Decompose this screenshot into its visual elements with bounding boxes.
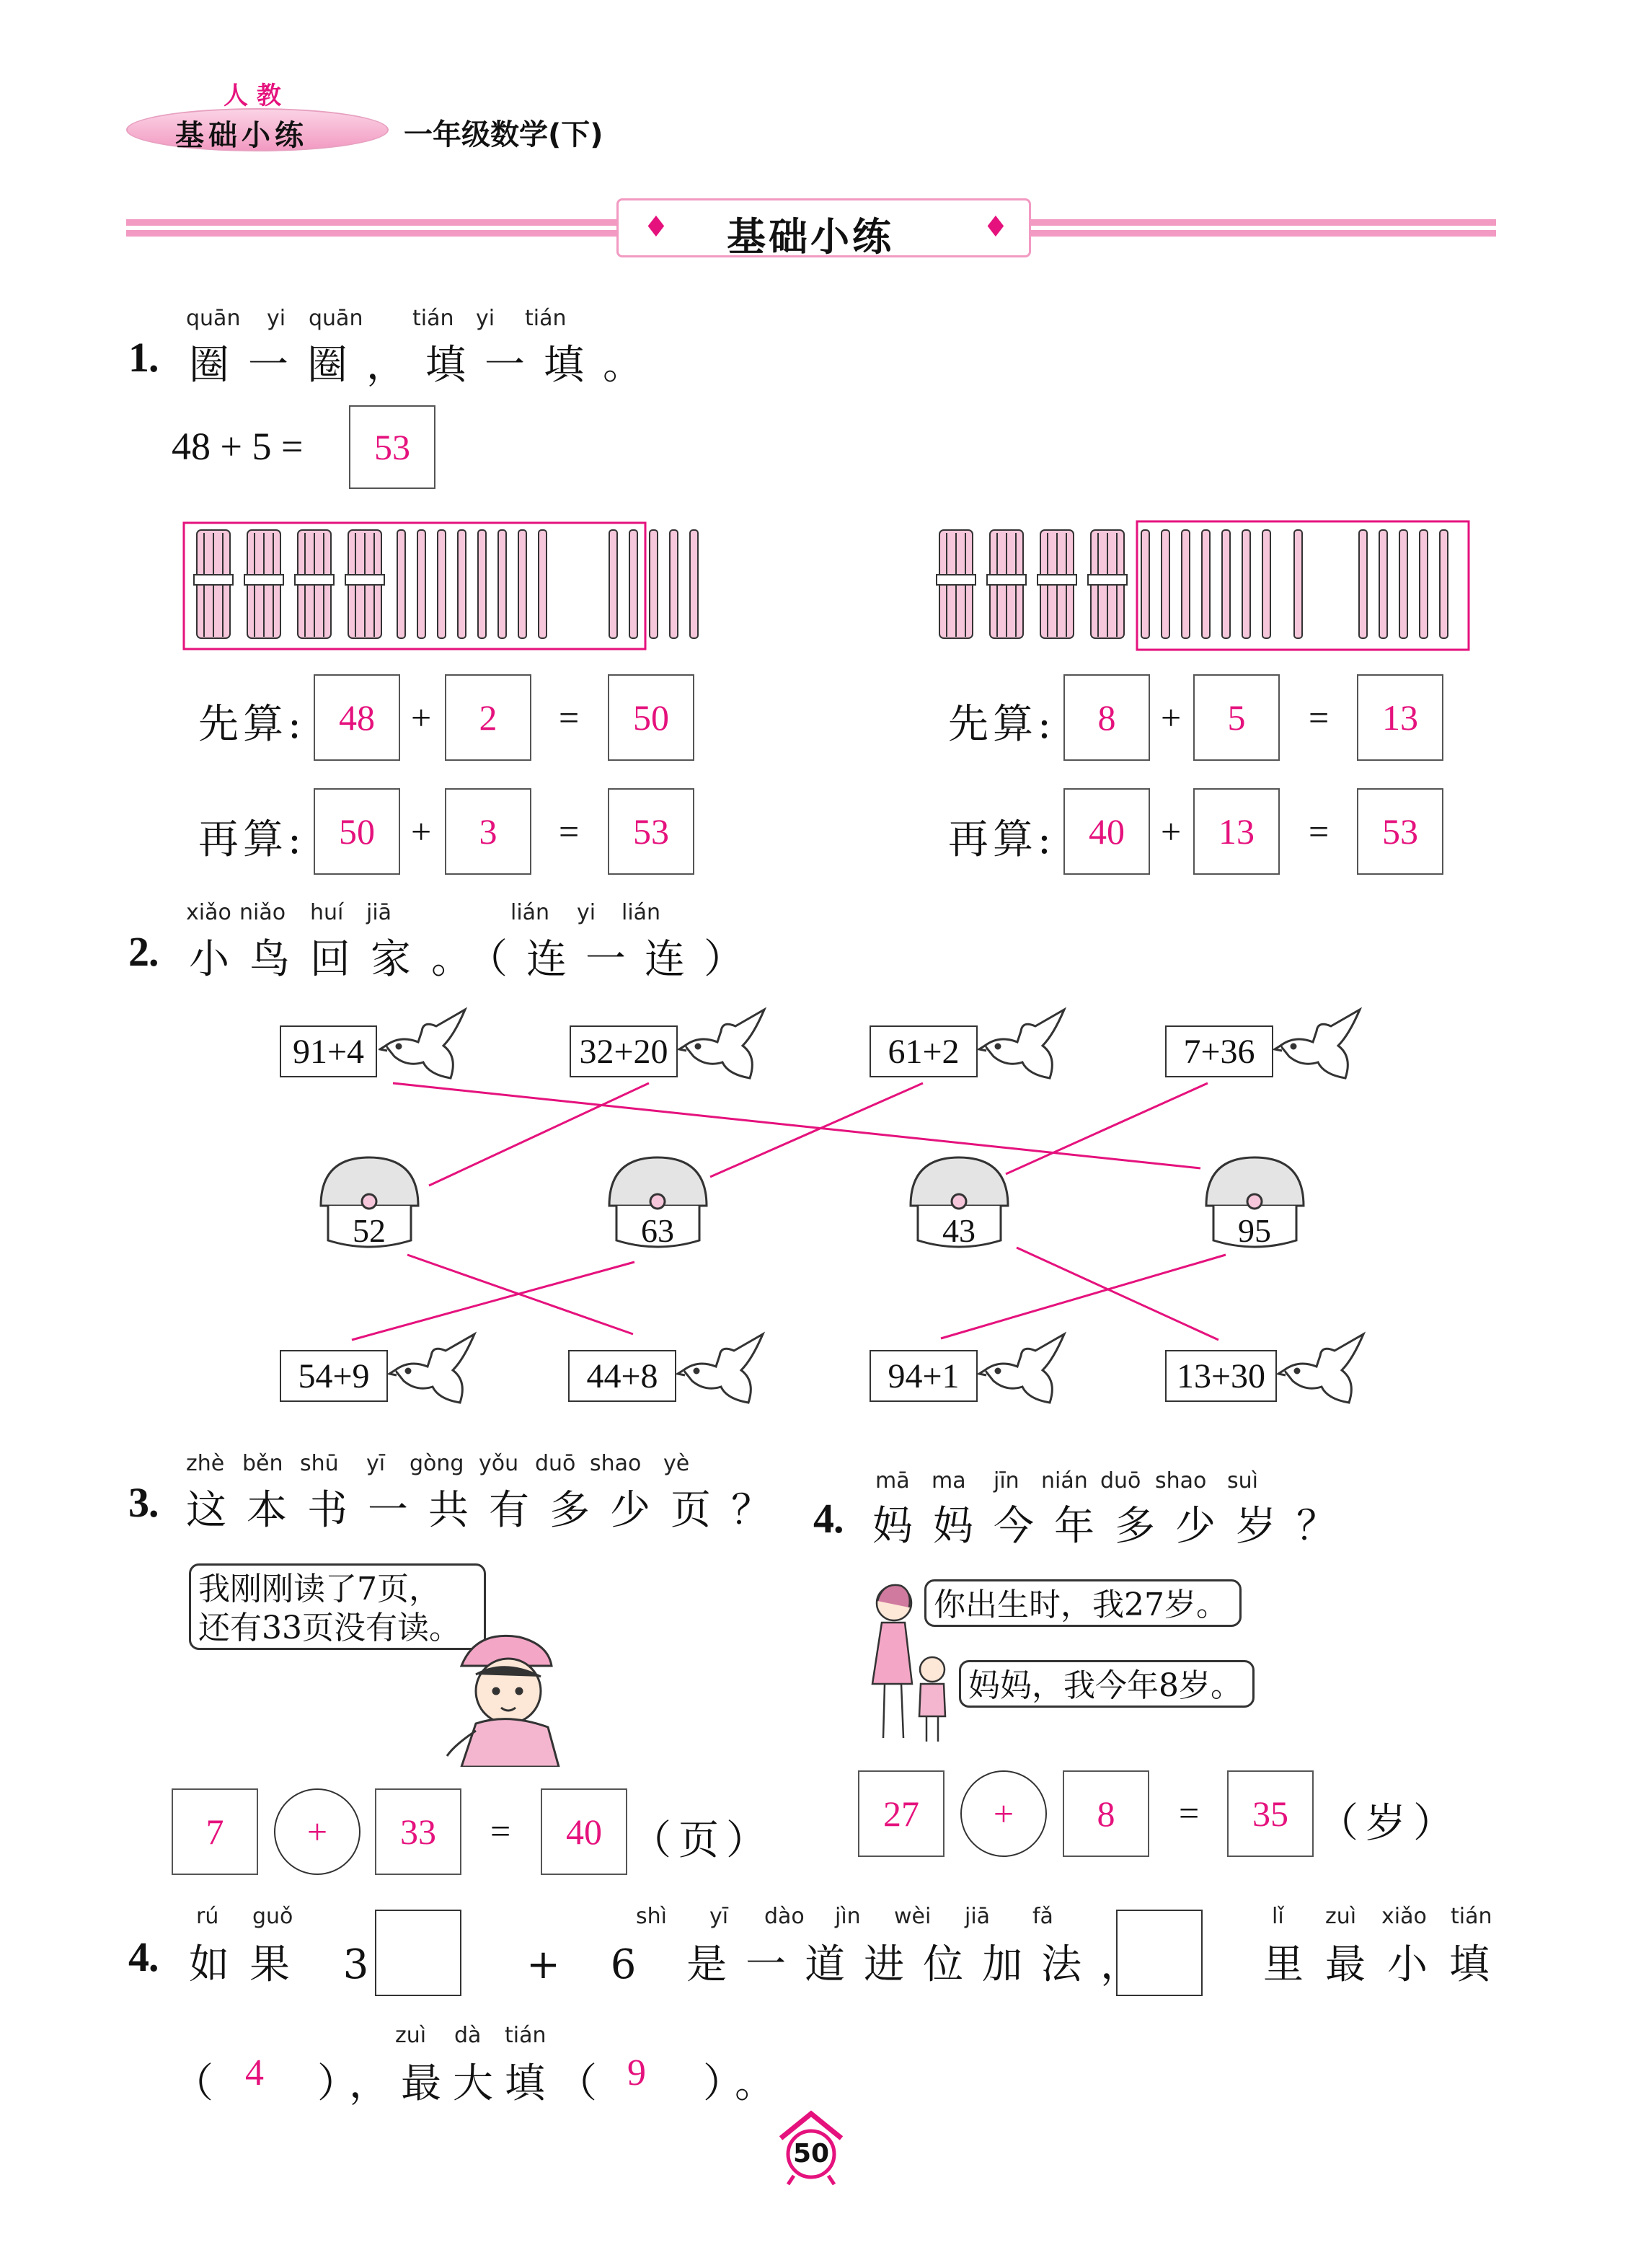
grade-label: 一年级数学(下): [404, 118, 603, 151]
bird-icon: [978, 1331, 1079, 1410]
section-rule-left: [126, 216, 616, 241]
bird-expression[interactable]: 91+4: [280, 1025, 377, 1077]
sticks-left: [177, 516, 725, 660]
pinyin: lián: [510, 900, 550, 925]
bird-expression[interactable]: 61+2: [870, 1025, 978, 1077]
question-text: （: [173, 2060, 228, 2107]
bubble-line: 妈妈，我今年8岁。: [968, 1667, 1242, 1704]
answer-box[interactable]: 50: [608, 674, 694, 761]
header-badge: [126, 108, 386, 151]
operator: =: [1179, 1793, 1200, 1833]
pinyin: tián: [1451, 1904, 1492, 1929]
pinyin: tián: [525, 306, 567, 331]
unit-label: （岁）: [1318, 1800, 1461, 1847]
answer-box[interactable]: 7: [172, 1788, 258, 1875]
bird-expression[interactable]: 54+9: [280, 1350, 388, 1402]
answer-box[interactable]: 50: [314, 788, 400, 875]
pinyin: tián: [505, 2023, 547, 2048]
pinyin: jiā: [965, 1904, 991, 1929]
pinyin: lián: [621, 900, 661, 925]
question-number: 4: [128, 1933, 149, 1980]
operator: +: [411, 811, 432, 852]
bird-icon: [1273, 1006, 1374, 1085]
answer-box[interactable]: 27: [858, 1770, 944, 1857]
pinyin: duō: [535, 1451, 576, 1476]
bundle-icon: [345, 530, 384, 638]
pinyin: shì: [636, 1904, 667, 1929]
sticks-right: [926, 516, 1489, 660]
answer-box[interactable]: 2: [445, 674, 531, 761]
answer-box[interactable]: 8: [1063, 1770, 1149, 1857]
bubble-line: 还有33页没有读。: [198, 1610, 461, 1646]
operator: +: [411, 697, 432, 738]
bird-icon: [379, 1006, 479, 1085]
question-text: ），最大填（: [317, 2060, 609, 2107]
house-number: 95: [1238, 1212, 1271, 1249]
pinyin: yī: [366, 1451, 386, 1476]
bundle-icon: [194, 530, 233, 638]
question-number: 3: [128, 1479, 149, 1526]
bundle-icon: [1038, 530, 1076, 638]
answer-box[interactable]: 48: [314, 674, 400, 761]
step-label: 再算:: [198, 816, 306, 863]
pinyin: dà: [454, 2023, 482, 2048]
pinyin: zuì: [395, 2023, 427, 2048]
question-number: 1: [128, 334, 149, 381]
speech-bubble-kid: [959, 1660, 1255, 1708]
bundle-icon: [295, 530, 334, 638]
bundle-icon: [987, 530, 1026, 638]
pinyin: tián: [412, 306, 454, 331]
house-number: 43: [942, 1212, 976, 1249]
connection-lines: [0, 1010, 1628, 1413]
page-number: 50: [792, 2139, 830, 2168]
pinyin: jīn: [994, 1468, 1019, 1493]
bird-icon: [388, 1331, 489, 1410]
pinyin: shao: [1155, 1468, 1207, 1493]
pinyin: nián: [1041, 1468, 1088, 1493]
question-number: 2: [128, 928, 149, 975]
bird-expression[interactable]: 7+36: [1165, 1025, 1273, 1077]
pinyin: xiǎo: [1381, 1904, 1427, 1929]
publisher-label: 人 教: [224, 81, 281, 110]
pinyin: huí: [310, 900, 344, 925]
pinyin: jiā: [366, 900, 392, 925]
bird-expression[interactable]: 13+30: [1165, 1350, 1277, 1402]
question-number: 4: [813, 1495, 834, 1542]
pinyin: quān: [309, 306, 363, 331]
diamond-icon: ♦: [983, 211, 1009, 244]
question-text: 小鸟回家。: [189, 936, 492, 983]
pinyin: guǒ: [252, 1904, 293, 1929]
bird-icon: [1277, 1331, 1378, 1410]
operator: =: [490, 1811, 511, 1851]
question-text: 里最小填: [1263, 1941, 1511, 1988]
pinyin: jìn: [835, 1904, 861, 1929]
operator: =: [559, 697, 580, 738]
pinyin: yī: [709, 1904, 729, 1929]
house-number: 63: [641, 1212, 674, 1249]
question-text: ）。: [703, 2060, 787, 2107]
badge-text: 基础小练: [175, 119, 308, 152]
pinyin: niǎo: [239, 900, 286, 925]
answer-box[interactable]: 40: [541, 1788, 627, 1875]
bird-expression[interactable]: 32+20: [570, 1025, 678, 1077]
answer-box[interactable]: 13: [1193, 788, 1280, 875]
bubble-line: 你出生时，我27岁。: [934, 1587, 1228, 1623]
unit-label: （页）: [631, 1817, 774, 1864]
answer-box[interactable]: 33: [375, 1788, 461, 1875]
pinyin: quān: [186, 306, 241, 331]
pinyin: zhè: [186, 1451, 225, 1476]
operator: +: [1161, 697, 1182, 738]
blank-box[interactable]: [1116, 1910, 1203, 1996]
pinyin: lǐ: [1272, 1904, 1284, 1929]
diamond-icon: ♦: [643, 211, 669, 244]
pinyin: běn: [242, 1451, 283, 1476]
question-text: + 6 是一道进位加法，: [526, 1941, 1160, 1988]
pinyin: yè: [663, 1451, 690, 1476]
pinyin: mā: [875, 1468, 910, 1493]
pinyin: yi: [267, 306, 286, 331]
bird-icon: [678, 1006, 779, 1085]
pinyin: wèi: [894, 1904, 932, 1929]
bundle-icon: [937, 530, 976, 638]
answer-box[interactable]: 40: [1063, 788, 1150, 875]
pinyin: shao: [590, 1451, 642, 1476]
answer-box[interactable]: 53: [608, 788, 694, 875]
section-rule-right: [1031, 216, 1496, 241]
question-text: 圈一圈，填一填。: [189, 342, 662, 389]
question-text: 妈妈今年多少岁？: [872, 1503, 1357, 1550]
bundle-icon: [1088, 530, 1127, 638]
pinyin: yi: [476, 306, 495, 331]
boy-illustration: [433, 1623, 577, 1767]
operator-circle[interactable]: [960, 1770, 1047, 1857]
pinyin: duō: [1100, 1468, 1141, 1493]
bird-icon: [676, 1331, 777, 1410]
answer-box[interactable]: 53: [1357, 788, 1443, 875]
operator: =: [559, 811, 580, 852]
blank-box[interactable]: [375, 1910, 461, 1996]
step-label: 先算:: [198, 701, 306, 748]
operator: +: [306, 1812, 328, 1852]
bird-expression[interactable]: 94+1: [870, 1350, 978, 1402]
question-text: 如果 3: [189, 1941, 389, 1988]
equation-text: 48 + 5 =: [172, 425, 304, 468]
min-answer[interactable]: 4: [245, 2052, 264, 2093]
step-label: 再算:: [948, 816, 1056, 863]
answer-box[interactable]: 8: [1063, 674, 1150, 761]
bird-icon: [978, 1006, 1079, 1085]
operator: +: [1161, 811, 1182, 852]
step-label: 先算:: [948, 701, 1056, 748]
section-title-box: [616, 198, 1031, 260]
operator-circle[interactable]: [274, 1788, 360, 1875]
pinyin: yǒu: [479, 1451, 519, 1476]
pinyin: zuì: [1325, 1904, 1357, 1929]
operator: =: [1309, 697, 1330, 738]
max-answer[interactable]: 9: [627, 2052, 646, 2093]
pinyin: rú: [196, 1904, 219, 1929]
answer-box[interactable]: 35: [1227, 1770, 1314, 1857]
operator: +: [993, 1793, 1014, 1834]
bubble-line: 我刚刚读了7页，: [198, 1571, 441, 1607]
answer-box[interactable]: 5: [1193, 674, 1280, 761]
pinyin: gòng: [410, 1451, 464, 1476]
house-number: 52: [353, 1212, 386, 1249]
pinyin: yi: [577, 900, 596, 925]
pinyin: suì: [1227, 1468, 1258, 1493]
pinyin: dào: [764, 1904, 805, 1929]
pinyin: ma: [932, 1468, 966, 1493]
bird-expression[interactable]: 44+8: [568, 1350, 676, 1402]
answer-box[interactable]: 13: [1357, 674, 1443, 761]
answer-box[interactable]: 3: [445, 788, 531, 875]
operator: =: [1309, 811, 1330, 852]
pinyin: fǎ: [1032, 1904, 1053, 1929]
section-title: 基础小练: [727, 214, 894, 260]
bundle-icon: [244, 530, 283, 638]
question-text: （连一连）: [467, 936, 763, 983]
answer-box[interactable]: 53: [349, 405, 435, 489]
question-text: 这本书一共有多少页？: [186, 1487, 792, 1534]
pinyin: xiǎo: [186, 900, 231, 925]
speech-bubble-mom: [924, 1579, 1242, 1627]
pinyin: shū: [300, 1451, 339, 1476]
